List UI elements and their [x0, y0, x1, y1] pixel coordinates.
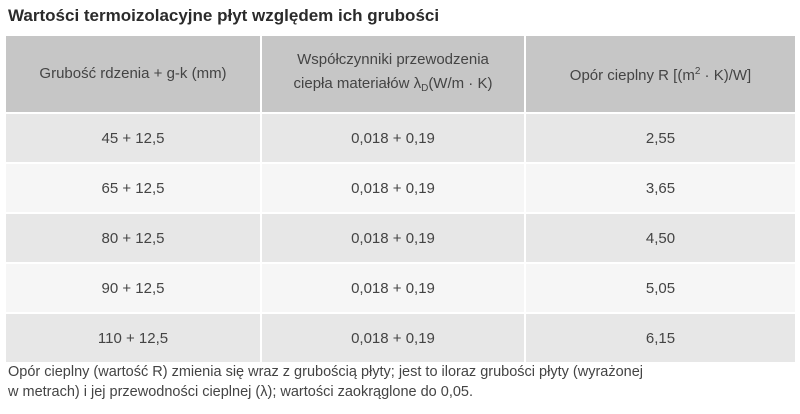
header-conductivity-line1: Współczynniki przewodzenia — [297, 50, 489, 68]
header-conductivity-line2a: ciepła materiałów λ — [293, 74, 422, 92]
table-row — [6, 113, 795, 163]
cell-resistance: 6,15 — [525, 313, 795, 362]
thermal-insulation-table — [6, 36, 795, 362]
table-header-row — [6, 36, 795, 113]
cell-resistance: 5,05 — [525, 263, 795, 313]
cell-lambda: 0,018 + 0,19 — [261, 263, 525, 313]
cell-thickness: 65 + 12,5 — [6, 163, 261, 213]
cell-lambda: 0,018 + 0,19 — [261, 113, 525, 163]
footnote — [8, 362, 788, 402]
header-conductivity — [261, 36, 525, 113]
cell-lambda: 0,018 + 0,19 — [261, 163, 525, 213]
footnote-line2: w metrach) i jej przewodności cieplnej (λ); wartości zaokrąglone do 0,05. — [8, 384, 474, 400]
cell-resistance: 2,55 — [525, 113, 795, 163]
table-row — [6, 263, 795, 313]
cell-resistance: 3,65 — [525, 163, 795, 213]
table-row — [6, 163, 795, 213]
header-conductivity-subscript: D — [421, 82, 429, 94]
header-conductivity-line2b: (W/m · K) — [428, 74, 493, 92]
header-resistance-b: · K)/W] — [700, 67, 752, 84]
cell-thickness: 90 + 12,5 — [6, 263, 261, 313]
cell-thickness: 45 + 12,5 — [6, 113, 261, 163]
cell-lambda: 0,018 + 0,19 — [261, 313, 525, 362]
table-row — [6, 213, 795, 263]
cell-thickness: 110 + 12,5 — [6, 313, 261, 362]
cell-lambda: 0,018 + 0,19 — [261, 213, 525, 263]
page-title: Wartości termoizolacyjne płyt względem ich grubości — [8, 6, 440, 25]
header-core-thickness-label: Grubość rdzenia + g-k (mm) — [39, 65, 227, 82]
header-thermal-resistance — [525, 36, 795, 113]
header-resistance-superscript: 2 — [694, 66, 701, 77]
header-resistance-a: Opór cieplny R [(m — [569, 67, 695, 84]
cell-thickness: 80 + 12,5 — [6, 213, 261, 263]
header-core-thickness — [6, 36, 261, 113]
cell-resistance: 4,50 — [525, 213, 795, 263]
footnote-line1: Opór cieplny (wartość R) zmienia się wraz z grubością płyty; jest to iloraz grubości płyty (wyrażonej — [8, 364, 643, 380]
table-row — [6, 313, 795, 362]
